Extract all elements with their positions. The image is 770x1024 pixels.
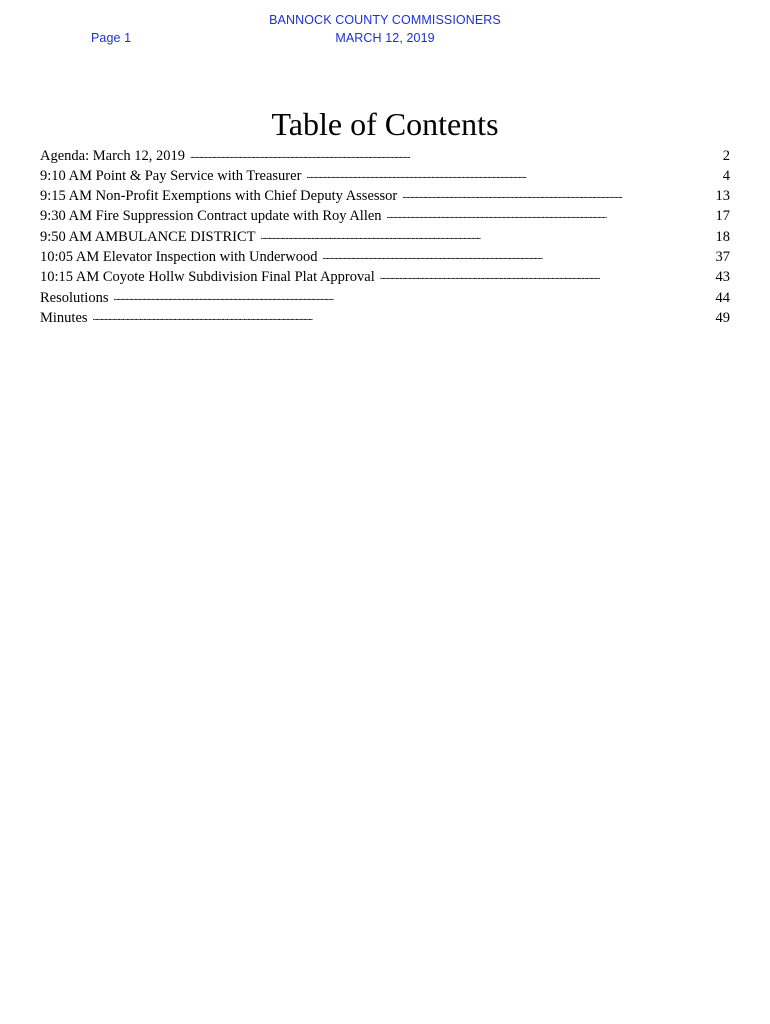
- header-organization-text: BANNOCK COUNTY COMMISSIONERS: [269, 13, 501, 27]
- toc-entry[interactable]: [40, 287, 730, 307]
- toc-entry[interactable]: [40, 206, 730, 226]
- toc-entry-label: Resolutions: [40, 289, 109, 306]
- toc-entry[interactable]: [40, 267, 730, 287]
- toc-leader-dots: [190, 145, 719, 160]
- document-title-text: Table of Contents: [271, 106, 499, 142]
- toc-entry-label: 9:50 AM AMBULANCE DISTRICT: [40, 228, 256, 245]
- toc-entry-page: 4: [722, 167, 730, 184]
- header-organization: [0, 13, 770, 27]
- toc-entry-page: 13: [715, 188, 730, 205]
- toc-entry[interactable]: [40, 145, 730, 165]
- toc-leader-dots: [113, 287, 711, 302]
- toc-entry[interactable]: [40, 186, 730, 206]
- toc-entry-page: 43: [715, 269, 730, 286]
- toc-entry-page: 37: [715, 248, 730, 265]
- toc-entry-page: 2: [722, 147, 730, 164]
- header-date-text: MARCH 12, 2019: [335, 31, 435, 45]
- toc-entry-label: 9:30 AM Fire Suppression Contract update with Roy Allen: [40, 208, 382, 225]
- toc-leader-dots: [93, 307, 712, 322]
- toc-leader-dots: [387, 206, 712, 221]
- document-title: [0, 106, 770, 143]
- table-of-contents: [40, 145, 730, 328]
- toc-entry-page: 17: [715, 208, 730, 225]
- toc-leader-dots: [322, 246, 711, 261]
- toc-entry-label: 9:10 AM Point & Pay Service with Treasurer: [40, 167, 302, 184]
- toc-leader-dots: [380, 267, 712, 282]
- toc-leader-dots: [402, 186, 711, 201]
- toc-entry[interactable]: [40, 226, 730, 246]
- toc-entry-label: 10:05 AM Elevator Inspection with Underwood: [40, 248, 318, 265]
- toc-leader-dots: [261, 226, 712, 241]
- toc-entry-page: 18: [715, 228, 730, 245]
- toc-entry[interactable]: [40, 307, 730, 327]
- toc-entry-label: 10:15 AM Coyote Hollw Subdivision Final Plat Approval: [40, 269, 375, 286]
- toc-entry-label: Minutes: [40, 309, 88, 326]
- toc-entry-page: 49: [715, 309, 730, 326]
- toc-entry-label: Agenda: March 12, 2019: [40, 147, 185, 164]
- toc-entry[interactable]: [40, 246, 730, 266]
- toc-entry[interactable]: [40, 165, 730, 185]
- toc-leader-dots: [306, 165, 718, 180]
- toc-entry-page: 44: [715, 289, 730, 306]
- header-date: [0, 31, 770, 45]
- toc-entry-label: 9:15 AM Non-Profit Exemptions with Chief Deputy Assessor: [40, 188, 398, 205]
- page-number-label: Page 1: [91, 31, 132, 45]
